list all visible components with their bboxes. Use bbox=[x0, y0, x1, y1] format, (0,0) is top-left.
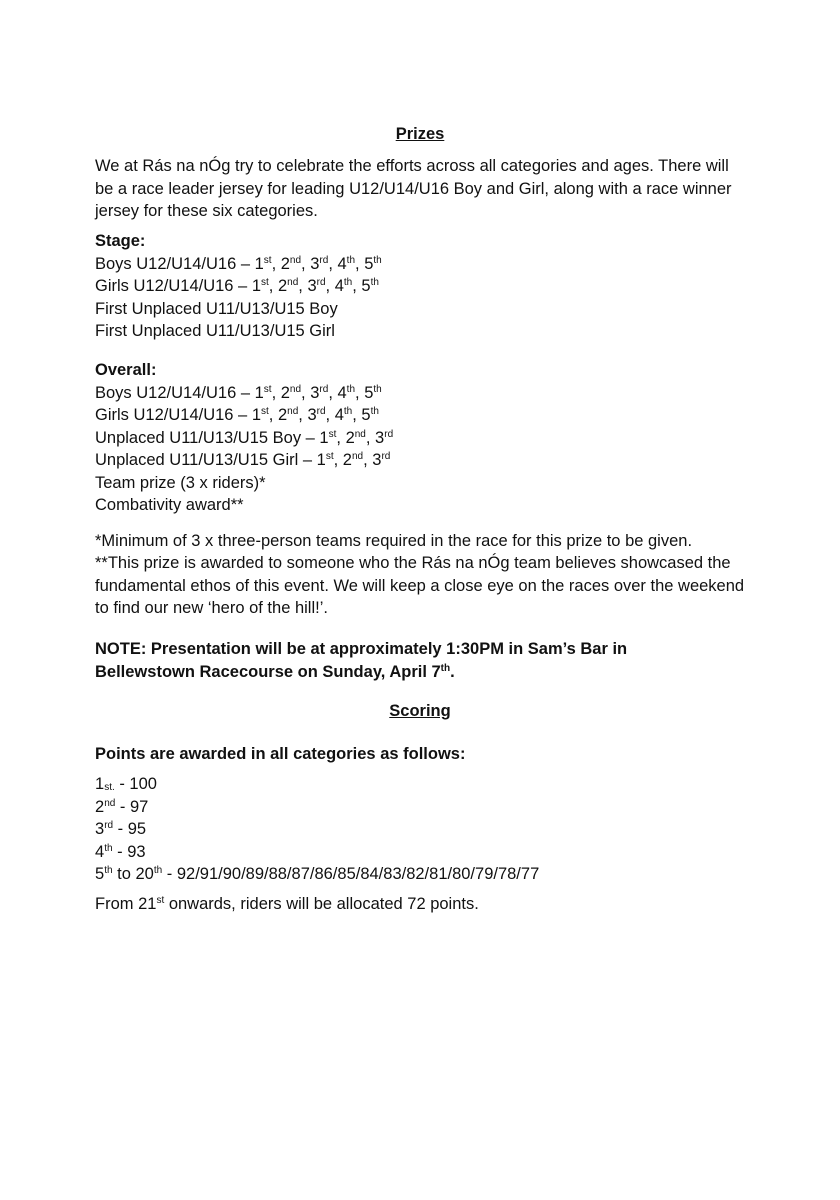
overall-unplaced-girl-label: Unplaced U11/U13/U15 Girl – bbox=[95, 451, 317, 469]
ordinal-suffix: nd bbox=[287, 406, 299, 417]
ordinal-suffix: st bbox=[261, 406, 269, 417]
overall-girls-label: Girls U12/U14/U16 – bbox=[95, 406, 252, 424]
team-prize-line: Team prize (3 x riders)* bbox=[95, 473, 266, 492]
ordinal-suffix: th bbox=[346, 383, 356, 395]
stage-heading: Stage: bbox=[95, 232, 146, 250]
ordinal-number: 1 bbox=[251, 277, 262, 295]
ordinal-number: 3 bbox=[375, 428, 385, 447]
ordinal-number: 2 bbox=[280, 254, 290, 273]
ordinal-suffix: th bbox=[343, 277, 353, 288]
scoring-row-3 bbox=[95, 818, 745, 841]
stage-section bbox=[95, 230, 745, 343]
ordinal-suffix: rd bbox=[316, 277, 326, 288]
prizes-intro: We at Rás na nÓg try to celebrate the efforts across all categories and ages. There will be a race leader jersey for leading U12/U14/U16 Boy and Girl, along with a race winner jersey for these six categories. bbox=[95, 157, 732, 220]
ordinal-number: 4 bbox=[95, 842, 105, 861]
ordinal-number: 2 bbox=[342, 451, 352, 469]
ordinal-suffix: rd bbox=[319, 383, 329, 395]
stage-girls-line bbox=[95, 275, 745, 298]
scoring-heading: Scoring bbox=[389, 702, 451, 720]
separator: , bbox=[352, 406, 362, 424]
ordinal-number: 1 bbox=[319, 428, 329, 447]
separator: , bbox=[268, 277, 278, 295]
scoring-subheading: Points are awarded in all categories as follows: bbox=[95, 745, 466, 763]
ordinal-number: 1 bbox=[316, 451, 326, 469]
separator: , bbox=[301, 254, 311, 273]
points-value: - 92/91/90/89/88/87/86/85/84/83/82/81/80/79/78/77 bbox=[162, 865, 540, 883]
points-value: - 95 bbox=[113, 820, 147, 838]
separator: , bbox=[301, 383, 311, 402]
overall-section bbox=[95, 359, 745, 517]
ordinal-suffix: nd bbox=[287, 277, 299, 288]
ordinal-number: 1 bbox=[251, 406, 262, 424]
points-value: - 97 bbox=[115, 797, 149, 816]
ordinal-suffix: th bbox=[104, 865, 113, 876]
ordinal-suffix: th bbox=[373, 383, 382, 395]
ordinal-suffix: nd bbox=[351, 451, 364, 462]
separator: , bbox=[328, 254, 338, 273]
ordinal-suffix: th bbox=[343, 406, 353, 417]
combativity-line: Combativity award** bbox=[95, 496, 244, 514]
ordinal-number: 5 bbox=[95, 865, 105, 883]
stage-boys-label: Boys U12/U14/U16 – bbox=[95, 254, 255, 273]
ordinal-suffix: nd bbox=[289, 383, 302, 395]
separator: , bbox=[365, 428, 376, 447]
ordinal-number: 5 bbox=[364, 383, 374, 402]
ordinal-suffix: nd bbox=[104, 797, 116, 809]
ordinal-number: 3 bbox=[95, 820, 105, 838]
ordinal-number: 2 bbox=[95, 797, 105, 816]
stage-unplaced-boy: First Unplaced U11/U13/U15 Boy bbox=[95, 299, 338, 318]
points-value: - 93 bbox=[112, 842, 146, 861]
period: . bbox=[450, 662, 455, 681]
ordinal-suffix: th bbox=[104, 842, 113, 854]
ordinal-suffix: nd bbox=[354, 428, 366, 440]
from-word: From bbox=[95, 895, 139, 913]
separator: , bbox=[333, 451, 343, 469]
ordinal-number: 2 bbox=[277, 406, 288, 424]
prizes-heading: Prizes bbox=[395, 125, 445, 143]
ordinal-number: 4 bbox=[334, 277, 344, 295]
ordinal-suffix: nd bbox=[289, 254, 302, 266]
ordinal-suffix: st. bbox=[104, 782, 115, 793]
separator: , bbox=[325, 406, 335, 424]
presentation-note-text: Bellewstown Racecourse on Sunday, April 7 bbox=[95, 662, 441, 681]
overall-unplaced-girl-line bbox=[95, 449, 745, 472]
separator: , bbox=[355, 254, 365, 273]
stage-girls-label: Girls U12/U14/U16 – bbox=[95, 277, 252, 295]
ordinal-number: 3 bbox=[307, 406, 317, 424]
ordinal-number: 3 bbox=[372, 451, 382, 469]
separator: , bbox=[268, 406, 278, 424]
ordinal-suffix: rd bbox=[316, 406, 326, 417]
overall-girls-line bbox=[95, 404, 745, 427]
separator: , bbox=[271, 383, 281, 402]
to-word: to bbox=[112, 865, 136, 883]
ordinal-suffix: th bbox=[370, 406, 379, 417]
ordinal-suffix: th bbox=[153, 865, 163, 876]
ordinal-number: 2 bbox=[345, 428, 355, 447]
stage-boys-line bbox=[95, 253, 745, 276]
ordinal-suffix: th bbox=[370, 277, 379, 288]
ordinal-suffix: rd bbox=[319, 254, 329, 266]
scoring-row-1 bbox=[95, 773, 745, 796]
ordinal-number: 4 bbox=[334, 406, 344, 424]
separator: , bbox=[298, 406, 308, 424]
overall-boys-label: Boys U12/U14/U16 – bbox=[95, 383, 255, 402]
ordinal-suffix: st bbox=[263, 383, 272, 395]
ordinal-number: 3 bbox=[310, 254, 320, 273]
overall-heading: Overall: bbox=[95, 361, 157, 379]
overall-unplaced-boy-line bbox=[95, 427, 745, 450]
scoring-row-4 bbox=[95, 841, 745, 864]
presentation-note bbox=[95, 638, 745, 683]
ordinal-suffix: th bbox=[346, 254, 356, 266]
separator: , bbox=[363, 451, 373, 469]
presentation-note-line-2 bbox=[95, 661, 745, 684]
footnote-team: *Minimum of 3 x three-person teams required in the race for this prize to be given. bbox=[95, 532, 693, 550]
ordinal-suffix: rd bbox=[384, 428, 394, 440]
ordinal-number: 4 bbox=[337, 254, 347, 273]
ordinal-number: 1 bbox=[254, 254, 264, 273]
overall-boys-line bbox=[95, 382, 745, 405]
separator: , bbox=[328, 383, 338, 402]
scoring-remainder-line bbox=[95, 893, 745, 916]
ordinal-number: 5 bbox=[364, 254, 374, 273]
scoring-row-5 bbox=[95, 863, 745, 886]
ordinal-number: 1 bbox=[95, 775, 105, 793]
points-value: - 100 bbox=[114, 775, 157, 793]
ordinal-number: 4 bbox=[337, 383, 347, 402]
separator: , bbox=[271, 254, 281, 273]
separator: , bbox=[352, 277, 362, 295]
ordinal-number: 5 bbox=[361, 277, 371, 295]
ordinal-number: 5 bbox=[361, 406, 371, 424]
scoring-row-2 bbox=[95, 796, 745, 819]
ordinal-suffix: st bbox=[156, 895, 165, 906]
ordinal-suffix: rd bbox=[381, 451, 391, 462]
ordinal-suffix: st bbox=[261, 277, 269, 288]
separator: , bbox=[325, 277, 335, 295]
separator: , bbox=[298, 277, 308, 295]
ordinal-suffix: st bbox=[263, 254, 272, 266]
ordinal-number: 3 bbox=[307, 277, 317, 295]
footnote-combativity: **This prize is awarded to someone who the Rás na nÓg team believes showcased the fundamental ethos of this event. We will keep a close eye on the races over the weekend to find our new ‘hero of the hill!’. bbox=[95, 554, 745, 617]
separator: , bbox=[355, 383, 365, 402]
ordinal-number: 1 bbox=[254, 383, 264, 402]
ordinal-number: 2 bbox=[280, 383, 290, 402]
ordinal-number: 21 bbox=[138, 895, 157, 913]
ordinal-suffix: rd bbox=[104, 820, 114, 831]
ordinal-number: 3 bbox=[310, 383, 320, 402]
ordinal-suffix: st bbox=[325, 451, 334, 462]
ordinal-number: 20 bbox=[135, 865, 154, 883]
ordinal-suffix: th bbox=[373, 254, 382, 266]
stage-unplaced-girl: First Unplaced U11/U13/U15 Girl bbox=[95, 322, 335, 340]
overall-unplaced-boy-label: Unplaced U11/U13/U15 Boy – bbox=[95, 428, 320, 447]
ordinal-suffix: th bbox=[440, 662, 451, 674]
presentation-note-line-1: NOTE: Presentation will be at approximately 1:30PM in Sam’s Bar in bbox=[95, 640, 628, 658]
ordinal-suffix: st bbox=[328, 428, 337, 440]
separator: , bbox=[336, 428, 346, 447]
scoring-remainder bbox=[95, 893, 745, 916]
ordinal-number: 2 bbox=[277, 277, 288, 295]
scoring-list bbox=[95, 773, 745, 886]
remainder-text: onwards, riders will be allocated 72 points. bbox=[164, 895, 479, 913]
